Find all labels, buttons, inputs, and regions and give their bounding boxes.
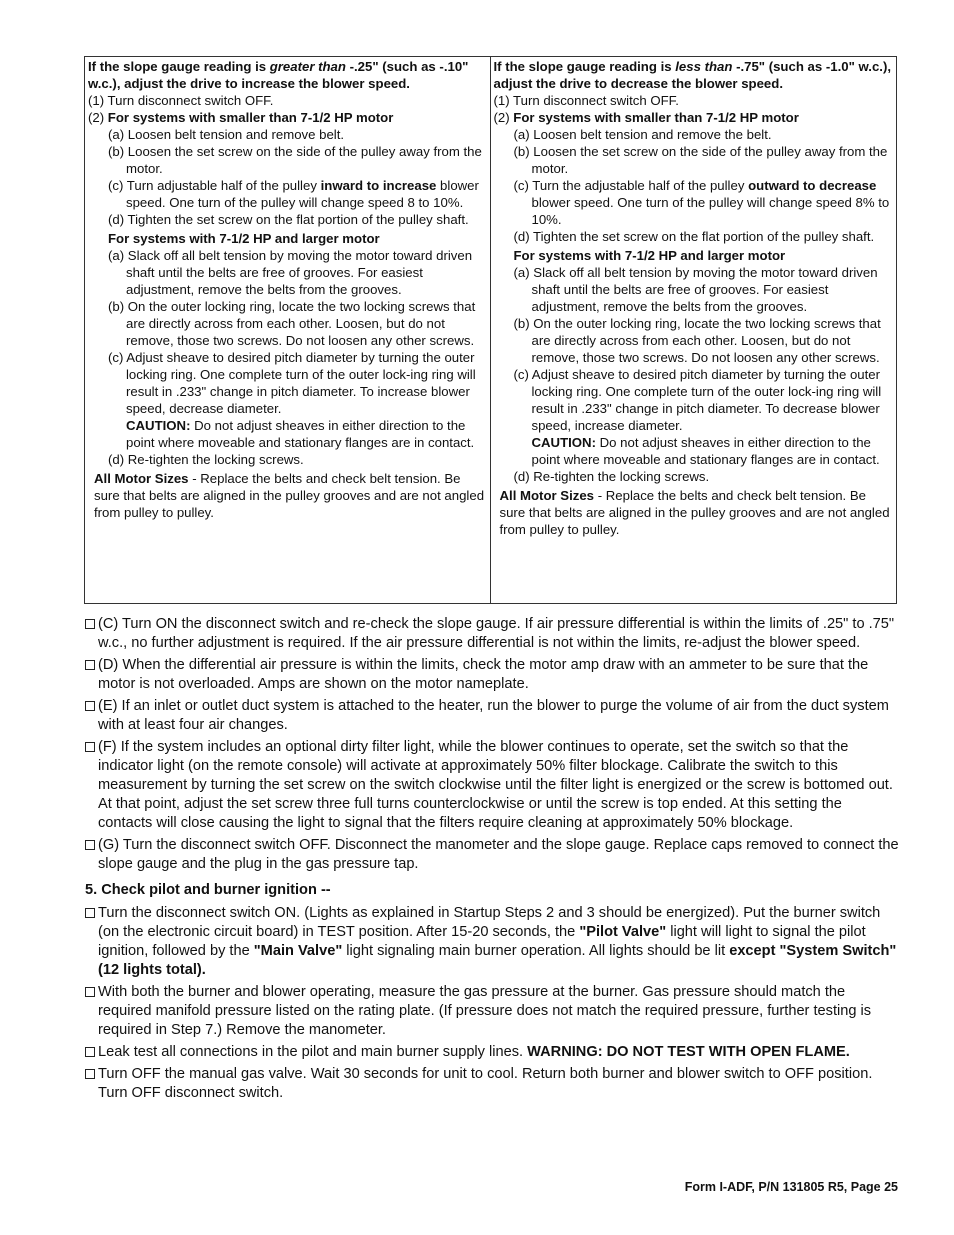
section-5-title: 5. Check pilot and burner ignition -- — [85, 882, 331, 898]
left-large-c: (c) Adjust sheave to desired pitch diameter by turning the outer locking ring. One complete turn of the outer lock-ing ring will result in .233" change in pitch diameter. To increase blower speed, decrease diameter. — [108, 350, 476, 416]
right-all-motor-sizes: All Motor Sizes - Replace the belts and check belt tension. Be sure that belts are aligned in the pulley grooves and are not angled from pulley to pulley. — [499, 488, 890, 537]
increase-speed-column — [85, 57, 491, 603]
checkbox-icon[interactable] — [85, 660, 95, 670]
left-all-motor-sizes: All Motor Sizes - Replace the belts and check belt tension. Be sure that belts are aligned in the pulley grooves and are not angled from pulley to pulley. — [94, 471, 485, 520]
step-f — [85, 738, 900, 833]
step-e — [85, 697, 900, 735]
page-footer: Form I-ADF, P/N 131805 R5, Page 25 — [684, 1180, 898, 1194]
left-small-d: (d) Tighten the set screw on the flat portion of the pulley shaft. — [108, 212, 469, 227]
decrease-speed-column — [491, 57, 897, 603]
checkbox-icon[interactable] — [85, 742, 95, 752]
step-c — [85, 615, 900, 653]
left-small-c: (c) Turn adjustable half of the pulley inward to increase blower speed. One turn of the pulley will change speed 8 to 10%. — [108, 178, 479, 210]
section5-item-1-text: Turn the disconnect switch ON. (Lights as explained in Startup Steps 2 and 3 should be energized). Put the burner switch (on the electronic circuit board) in TEST position. After 15-20 seconds, the "Pilot Valve" light will light to signal the pilot ignition, followed by the "Main Valve" light signaling main burner operation. All lights should be lit except "System Switch" (12 lights total). — [98, 905, 897, 978]
left-large-b: (b) On the outer locking ring, locate the two locking screws that are directly across from each other. Loosen, but do not remove, those two screws. Do not loosen any other screws. — [108, 299, 476, 348]
left-large-head: For systems with 7-1/2 HP and larger motor — [108, 231, 380, 246]
section5-item-3 — [85, 1043, 900, 1062]
left-small-a: (a) Loosen belt tension and remove belt. — [108, 127, 345, 142]
left-step1: (1) Turn disconnect switch OFF. — [88, 93, 274, 108]
right-small-a: (a) Loosen belt tension and remove the belt. — [513, 127, 772, 142]
checkbox-icon[interactable] — [85, 1047, 95, 1057]
left-small-b: (b) Loosen the set screw on the side of the pulley away from the motor. — [108, 144, 482, 176]
step-c-text: (C) Turn ON the disconnect switch and re-check the slope gauge. If air pressure differential is within the limits of .25" to .75" w.c., no further adjustment is required. If the air pressure differential is not within the limits, re-adjust the blower speed. — [98, 616, 895, 651]
right-step1: (1) Turn disconnect switch OFF. — [493, 93, 679, 108]
right-large-c: (c) Adjust sheave to desired pitch diameter by turning the outer locking ring. One complete turn of the outer lock-ing ring will result in .233" change in pitch diameter. To decrease blower speed, increase diameter. — [513, 367, 882, 433]
right-large-a: (a) Slack off all belt tension by moving the motor toward driven shaft until the belts are free of grooves. For easiest adjustment, remove the belts from the grooves. — [513, 265, 878, 314]
checkbox-icon[interactable] — [85, 987, 95, 997]
left-large-a: (a) Slack off all belt tension by moving the motor toward driven shaft until the belts are free of grooves. For easiest adjustment, remove the belts from the grooves. — [108, 248, 473, 297]
adjustment-table — [84, 56, 897, 604]
step-g — [85, 836, 900, 874]
checkbox-icon[interactable] — [85, 701, 95, 711]
left-caution: CAUTION: Do not adjust sheaves in either direction to the point where moveable and stationary flanges are in contact. — [126, 418, 475, 450]
section5-item-4 — [85, 1065, 900, 1103]
section5-item-1 — [85, 904, 900, 980]
right-small-c: (c) Turn the adjustable half of the pulley outward to decrease blower speed. One turn of the pulley will change speed 8% to 10%. — [513, 178, 890, 227]
checkbox-icon[interactable] — [85, 1069, 95, 1079]
step-g-text: (G) Turn the disconnect switch OFF. Disconnect the manometer and the slope gauge. Replace caps removed to connect the slope gauge and the plug in the gas pressure tap. — [98, 837, 899, 872]
right-small-b: (b) Loosen the set screw on the side of the pulley away from the motor. — [513, 144, 888, 176]
checkbox-icon[interactable] — [85, 840, 95, 850]
right-small-d: (d) Tighten the set screw on the flat portion of the pulley shaft. — [513, 229, 875, 244]
section5-item-2-text: With both the burner and blower operating, measure the gas pressure at the burner. Gas pressure should match the required manifold pressure listed on the rating plate. (If pressure does not match the required pressure, further testing is required in Step 7.) Remove the manometer. — [98, 984, 872, 1038]
section5-item-3-text: Leak test all connections in the pilot and main burner supply lines. WARNING: DO NOT TEST WITH OPEN FLAME. — [98, 1044, 850, 1060]
step-d — [85, 656, 900, 694]
right-large-b: (b) On the outer locking ring, locate the two locking screws that are directly across from each other. Loosen, but do not remove, those two screws. Do not loosen any other screws. — [513, 316, 881, 365]
right-large-head: For systems with 7-1/2 HP and larger motor — [513, 248, 786, 263]
right-large-d: (d) Re-tighten the locking screws. — [513, 469, 710, 484]
checkbox-icon[interactable] — [85, 619, 95, 629]
procedure-body — [85, 615, 900, 1106]
right-header: If the slope gauge reading is less than -.75" (such as -1.0" w.c.), adjust the drive to decrease the blower speed. — [493, 59, 892, 91]
right-caution: CAUTION: Do not adjust sheaves in either direction to the point where moveable and stationary flanges are in contact. — [531, 435, 880, 467]
step-f-text: (F) If the system includes an optional dirty filter light, while the blower continues to operate, set the switch so that the indicator light (on the remote console) will activate at approximately 50% filter blockage. Calibrate the switch to this measurement by turning the set screw on the switch clockwise until the filter light is energized or the screw is bottomed out. At that point, adjust the set screw three full turns counterclockwise or until the screw is top ended. At this setting the contacts will close causing the light to signal that the filters require cleaning at approximately 50% blockage. — [98, 739, 893, 831]
section5-item-2 — [85, 983, 900, 1040]
left-header: If the slope gauge reading is greater than -.25" (such as -.10" w.c.), adjust the drive to increase the blower speed. — [88, 59, 469, 91]
step-e-text: (E) If an inlet or outlet duct system is attached to the heater, run the blower to purge the volume of air from the duct system with at least four air changes. — [98, 698, 889, 733]
section5-item-4-text: Turn OFF the manual gas valve. Wait 30 seconds for unit to cool. Return both burner and blower switch to OFF position. Turn OFF disconnect switch. — [98, 1066, 873, 1101]
left-step2: (2) For systems with smaller than 7-1/2 HP motor — [88, 110, 394, 125]
checkbox-icon[interactable] — [85, 908, 95, 918]
right-step2: (2) For systems with smaller than 7-1/2 HP motor — [493, 110, 799, 125]
left-large-d: (d) Re-tighten the locking screws. — [108, 452, 304, 467]
step-d-text: (D) When the differential air pressure is within the limits, check the motor amp draw with an ammeter to be sure that the motor is not overloaded. Amps are shown on the motor nameplate. — [98, 657, 869, 692]
